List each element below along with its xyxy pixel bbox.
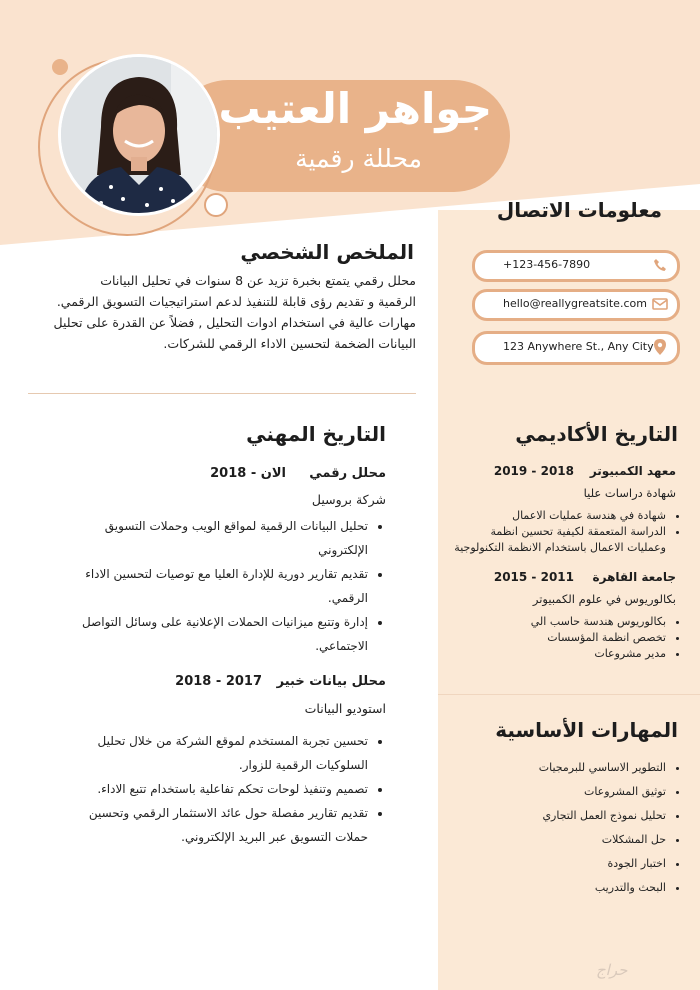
phone-field[interactable] xyxy=(472,250,680,282)
duty-item: • تحليل البيانات الرقمية لمواقع الويب وحملات التسويق xyxy=(78,514,368,538)
school-years: 2011 - 2015 xyxy=(493,570,574,584)
edu-point: • بكالوريوس هندسة حاسب الي xyxy=(446,614,666,630)
edu-point-cont: وعمليات الاعمال باستخدام الانظمة التكنولوجية xyxy=(454,541,666,554)
contact-title: معلومات الاتصال xyxy=(496,198,662,222)
location-pin-icon xyxy=(651,338,669,356)
summary-line: محلل رقمي يتمتع بخبرة تزيد عن 8 سنوات في تحليل البيانات xyxy=(100,273,416,288)
skill-item: • البحث والتدريب xyxy=(456,876,666,900)
school-degree: شهادة دراسات عليا xyxy=(583,486,676,500)
job-years: الان - 2018 xyxy=(210,466,286,481)
school-name: جامعة القاهرة xyxy=(592,570,676,584)
duty-item: • تقديم تقارير دورية للإدارة العليا مع توصيات لتحسين الاداء xyxy=(78,562,368,586)
job-title: محلل رقمي xyxy=(309,466,386,481)
watermark: حراج xyxy=(596,961,628,979)
address-text: 123 Anywhere St., Any City xyxy=(503,340,654,353)
skill-item: • تحليل نموذج العمل التجاري xyxy=(456,804,666,828)
duty-item: • تحسين تجربة المستخدم لموقع الشركة من خلال تحليل xyxy=(78,729,368,753)
skills-title: المهارات الأساسية xyxy=(495,718,678,742)
email-field[interactable] xyxy=(472,289,680,321)
duty-item-cont: الاجتماعي. xyxy=(315,639,368,653)
summary-text xyxy=(16,270,416,354)
duty-item-cont: الإلكتروني xyxy=(318,543,368,557)
duty-item: • إدارة وتتبع ميزانيات الحملات الإعلانية على وسائل التواصل xyxy=(78,610,368,634)
school-points xyxy=(446,614,686,662)
summary-line: مهارات عالية في استخدام ادوات التحليل , فضلاً عن القدرة على تحليل xyxy=(53,315,416,330)
school-name: معهد الكمبيوتر xyxy=(589,464,676,478)
duty-item-cont: السلوكيات الرقمية للزوار. xyxy=(238,758,368,772)
job-duties xyxy=(78,514,388,658)
job-company: شركة بروسيل xyxy=(311,492,386,507)
person-role: محللة رقمية xyxy=(295,144,422,173)
skill-item: • التطوير الاساسي للبرمجيات xyxy=(456,756,666,780)
summary-title: الملخص الشخصي xyxy=(240,240,414,264)
summary-line: البيانات الضخمة لتحسين الاداء الرقمي للشركات. xyxy=(163,336,416,351)
decor-dot xyxy=(52,59,68,75)
job-duties xyxy=(78,729,388,849)
duty-item: • تصميم وتنفيذ لوحات تحكم تفاعلية باستخدام تتبع الاداء. xyxy=(78,777,368,801)
school-degree: بكالوريوس في علوم الكمبيوتر xyxy=(532,592,676,606)
edu-point: • مدير مشروعات xyxy=(446,646,666,662)
skill-item: • توثيق المشروعات xyxy=(456,780,666,804)
phone-text: +123-456-7890 xyxy=(503,258,591,271)
section-divider xyxy=(28,393,416,394)
edu-point: • الدراسة المتعمقة لكيفية تحسين انظمة xyxy=(446,524,666,540)
name-banner xyxy=(172,80,510,192)
decor-dot xyxy=(204,193,228,217)
duty-item-cont: الرقمي. xyxy=(327,591,368,605)
skills-list xyxy=(456,756,686,900)
skill-item: • حل المشكلات xyxy=(456,828,666,852)
school-years: 2018 - 2019 xyxy=(493,464,574,478)
person-name: جواهر العتيب xyxy=(218,84,492,133)
email-icon xyxy=(651,295,669,313)
experience-title: التاريخ المهني xyxy=(246,422,386,446)
job-company: استوديو البيانات xyxy=(304,701,386,716)
duty-item-cont: حملات التسويق عبر البريد الإلكتروني. xyxy=(181,830,368,844)
phone-icon xyxy=(651,256,669,274)
email-text: hello@reallygreatsite.com xyxy=(503,297,647,310)
job-title: محلل بيانات خبير xyxy=(276,674,386,689)
address-field[interactable] xyxy=(472,331,680,365)
summary-line: الرقمية و تقديم رؤى قابلة للتنفيذ لدعم استراتيجيات التسويق الرقمي. xyxy=(56,294,416,309)
education-title: التاريخ الأكاديمي xyxy=(515,422,678,446)
skill-item: • اختبار الجودة xyxy=(456,852,666,876)
school-points xyxy=(446,508,686,556)
edu-point: • شهادة في هندسة عمليات الاعمال xyxy=(446,508,666,524)
edu-point: • تخصص انظمة المؤسسات xyxy=(446,630,666,646)
section-divider xyxy=(438,694,700,695)
job-years: 2017 - 2018 xyxy=(175,674,262,689)
duty-item: • تقديم تقارير مفصلة حول عائد الاستثمار الرقمي وتحسين xyxy=(78,801,368,825)
profile-photo xyxy=(58,54,220,216)
